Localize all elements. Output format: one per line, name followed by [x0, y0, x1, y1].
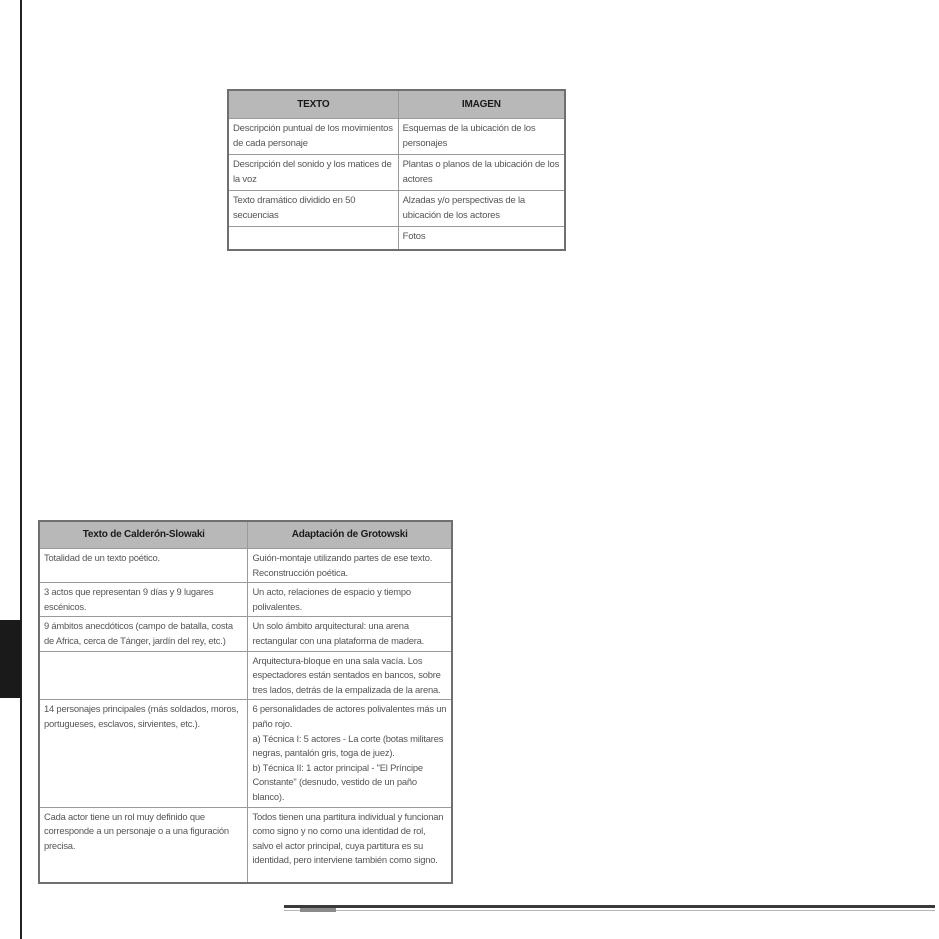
table-cell: Descripción puntual de los movimientos de cada personaje — [228, 119, 398, 155]
table-cell: Un solo ámbito arquitectural: una arena rectangular con una plataforma de madera. — [248, 617, 452, 651]
table-cell: Plantas o planos de la ubicación de los actores — [398, 155, 565, 191]
table-row — [39, 617, 452, 651]
table-cell: Descripción del sonido y los matices de la voz — [228, 155, 398, 191]
table-row — [228, 119, 565, 155]
footer-rule — [284, 905, 935, 908]
table-cell — [39, 651, 248, 700]
table-row — [39, 651, 452, 700]
table-cell: Arquitectura-bloque en una sala vacía. Los espectadores están sentados en bancos, sobre tres lados, detrás de la empalizada de la arena. — [248, 651, 452, 700]
table-row — [228, 191, 565, 227]
left-margin-rule — [20, 0, 22, 939]
header-grotowski: Adaptación de Grotowski — [248, 521, 452, 549]
table-cell: Fotos — [398, 227, 565, 251]
table-cell: Cada actor tiene un rol muy definido que corresponde a un personaje o a una figuración precisa. — [39, 807, 248, 883]
table-cell: 3 actos que representan 9 días y 9 lugares escénicos. — [39, 583, 248, 617]
table-cell: Guión-montaje utilizando partes de ese texto. Reconstrucción poética. — [248, 549, 452, 583]
table-header-row — [39, 521, 452, 549]
footer-rule-thin — [284, 910, 935, 911]
table-row — [228, 227, 565, 251]
table-header-row — [228, 90, 565, 119]
table-cell — [228, 227, 398, 251]
table-cell: Alzadas y/o perspectivas de la ubicación de los actores — [398, 191, 565, 227]
footer-mark — [300, 908, 336, 912]
table-row — [39, 549, 452, 583]
table-cell: 6 personalidades de actores polivalentes más un paño rojo. a) Técnica I: 5 actores - La corte (botas militares negras, pantalón gris, toga de juez). b) Técnica II: 1 actor principal - "El Príncipe Constante" (desnudo, vestido de un paño blanco). — [248, 700, 452, 807]
table-row — [39, 807, 452, 883]
calderon-grotowski-table — [38, 520, 453, 884]
header-texto: TEXTO — [228, 90, 398, 119]
table-row — [228, 155, 565, 191]
table-cell: 9 ámbitos anecdóticos (campo de batalla, costa de Africa, cerca de Tánger, jardín del rey, etc.) — [39, 617, 248, 651]
table-cell: Esquemas de la ubicación de los personajes — [398, 119, 565, 155]
table-cell: Totalidad de un texto poético. — [39, 549, 248, 583]
table-cell: Texto dramático dividido en 50 secuencias — [228, 191, 398, 227]
table-row — [39, 700, 452, 807]
table-cell: 14 personajes principales (más soldados, moros, portugueses, esclavos, sirvientes, etc.). — [39, 700, 248, 807]
header-imagen: IMAGEN — [398, 90, 565, 119]
side-thumb-tab — [0, 620, 21, 698]
table-cell: Todos tienen una partitura individual y funcionan como signo y no como una identidad de rol, salvo el actor principal, cuya partitura es su identidad, pero interviene también como signo. — [248, 807, 452, 883]
table-cell: Un acto, relaciones de espacio y tiempo polivalentes. — [248, 583, 452, 617]
table-row — [39, 583, 452, 617]
header-calderon-slowaki: Texto de Calderón-Slowaki — [39, 521, 248, 549]
texto-imagen-table — [227, 89, 566, 251]
